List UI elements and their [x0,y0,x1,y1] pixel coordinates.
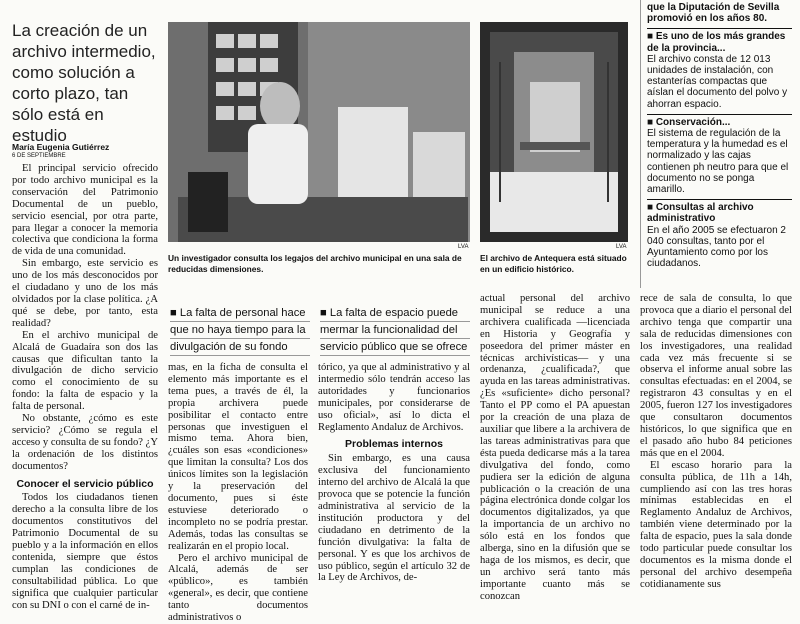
pull-quote-line: ■ La falta de espacio puede [320,305,470,322]
sidebar-top-text: que la Diputación de Sevilla promovió en los años 80. [647,2,780,25]
sidebar-item [647,114,792,195]
photo-credit: LVA [458,244,469,250]
column-5 [640,293,792,600]
sidebar-item-text: El archivo consta de 12 013 unidades de instalación, con estanterías compactas que aíslan el documento del polvo y ahorran espacio. [647,53,788,110]
paragraph: Sin embargo, es una causa exclusiva del funcionamiento interno del archivo de Alcalá la que provoca que se potencie la función administrativa al servicio de la institución productora y del ciudadano en detrimento de la función divulgativa: la falta de personal. Y es que los archivos de uso público, según el artículo 32 de la Ley de Archivos, de- [318,453,470,584]
sidebar-item-heading: ■ Consultas al archivo administrativo [647,202,754,225]
sidebar-box [640,0,792,288]
photo-investigator [168,22,470,242]
section-heading: Problemas internos [344,438,444,451]
paragraph: El escaso horario para la consulta pública, de 11h a 14h, cumpliendo así con las tres horas mínimas establecidas en el Reglamento Andaluz de Archivos, también viene determinado por la falta de espacio, pues la sala donde todo particular puede consultar los documentos es la misma donde el personal del archivo desempeña cotidianamente sus [640,459,792,590]
paragraph: actual personal del archivo municipal se reduce a una archivera cualificada —licenciada en Historia y Geografía y poseedora del primer máster en técnicas archivísticas— y una ordenanza, ¿cualificada?, que ayuda en las tareas administrativas. ¿Es «suficiente» dicho personal? Tanto el PP como el PA apuestan por la creación de una plaza de auxiliar que libere a la archivera de las tareas administrativas para que ésta pueda dedicarse más a la tarea divulgativa del fondo, como pudiera ser la edición de alguna publicación o la creación de una página electrónica donde colgar los documentos digitalizados, ya que la importancia de un archivo no sólo está en los fondos que alberga, sino en la difusión que se haga de los mismos, es decir, que un archivo será tanto más importante cuanto más se conozcan [480,293,631,602]
author-byline: María Eugenia Gutiérrez [12,142,110,152]
paragraph: En el archivo municipal de Alcalá de Guadaíra son dos las causas que dificultan tanto la divulgación de dicho servicio como el conocimiento de su fondo: la falta de espacio y la falta de personal. [12,329,158,413]
paragraph: Todos los ciudadanos tienen derecho a la consulta libre de los documentos constitutivos del Patrimonio Documental de su pueblo y a la información en ellos contenida, siempre que éstos cumplan las condiciones de consultabilidad pública. Lo que significa que cualquier particular con su DNI o con el carné de in- [12,492,158,611]
sidebar-item-text: El sistema de regulación de la temperatura y la humedad es el normalizado y las cajas contienen ph neutro para que el documento no se ponga amarillo. [647,128,789,196]
column-1 [12,163,158,611]
paragraph: mas, en la ficha de consulta el elemento más importante es el tema pues, a través de él, la propia archivera puede posibilitar el contacto entre personas que investiguen el mismo tema. Ahora bien, ¿cuáles son esas «condiciones» que limitan la consulta? Los dos únicos límites son la legislación y la preservación del documento, pues si éste estuviese deteriorado o incompleto no se podría prestar. Además, todas las consultas se realizarán en el propio local. [168,362,308,552]
sidebar-item-text: En el año 2005 se efectuaron 2 040 consultas, tanto por el Ayuntamiento como por los ciudadanos. [647,224,786,270]
column-3 [318,362,470,600]
photo-caption: Un investigador consulta los legajos del archivo municipal en una sala de reducidas dimensiones. [168,253,462,274]
section-heading: Conocer el servicio público [16,477,154,490]
pull-quote-line: mermar la funcionalidad del [320,322,470,339]
pull-quote-line: que no haya tiempo para la [170,322,310,339]
pull-quote-line: divulgación de su fondo [170,339,310,356]
article-dek: La creación de un archivo intermedio, como solución a corto plazo, tan sólo está en estudio [12,21,156,145]
column-4 [480,293,630,600]
photo-antequera-archive [480,22,628,242]
paragraph: Pero el archivo municipal de Alcalá, además de ser «público», es también «general», es decir, que contiene tanto documentos administrativos o [168,552,308,624]
paragraph: tórico, ya que al administrativo y al intermedio sólo tendrán acceso las autoridades y funcionarios municipales, por considerarse de uso oficial», así lo dicta el Reglamento Andaluz de Archivos. [318,362,470,433]
paragraph: El principal servicio ofrecido por todo archivo municipal es la conservación del Patrimonio Documental de un pueblo, servicio esencial, por otra parte, para llegar a conocer la memoria colectiva que condiciona la forma de vida de una comunidad. [12,163,158,258]
paragraph: Sin embargo, este servicio es uno de los más desconocidos por el ciudadano y uno de los más olvidados por la clase política. ¿A qué se debe, por tanto, esta realidad? [12,258,158,329]
pull-quote-line: ■ La falta de personal hace [170,305,310,322]
pull-quote-line: servicio público que se ofrece [320,339,470,356]
sidebar-item [647,28,792,109]
photo-credit: LVA [616,244,627,250]
photo-caption: El archivo de Antequera está situado en un edificio histórico. [480,253,627,274]
paragraph: rece de sala de consulta, lo que provoca que a diario el personal del archivo tenga que compartir una sala de reducidas dimensiones con los investigadores, una realidad cada vez más frecuente si se observa el informe anual sobre las consultas efectuadas: en el 2004, se registraron 43 consultas y en el 2005, fueron 127 los investigadores que consultaron documentos históricos, lo que significa que en el pasado año hubo 84 peticiones más que en el 2004. [640,293,792,459]
sidebar-item-heading: ■ Conservación... [647,116,731,128]
pull-quote [320,305,470,356]
pull-quote [170,305,310,356]
article-date: 6 DE SEPTIEMBRE [12,153,66,159]
paragraph: No obstante, ¿cómo es este servicio? ¿Cómo se regula el acceso y consulta de su fondo? ¿Y la ordenación de los distintos documentos? [12,413,158,472]
sidebar-item [647,199,792,269]
column-2 [168,362,308,624]
sidebar-item-heading: ■ Es uno de los más grandes de la provincia... [647,31,786,54]
